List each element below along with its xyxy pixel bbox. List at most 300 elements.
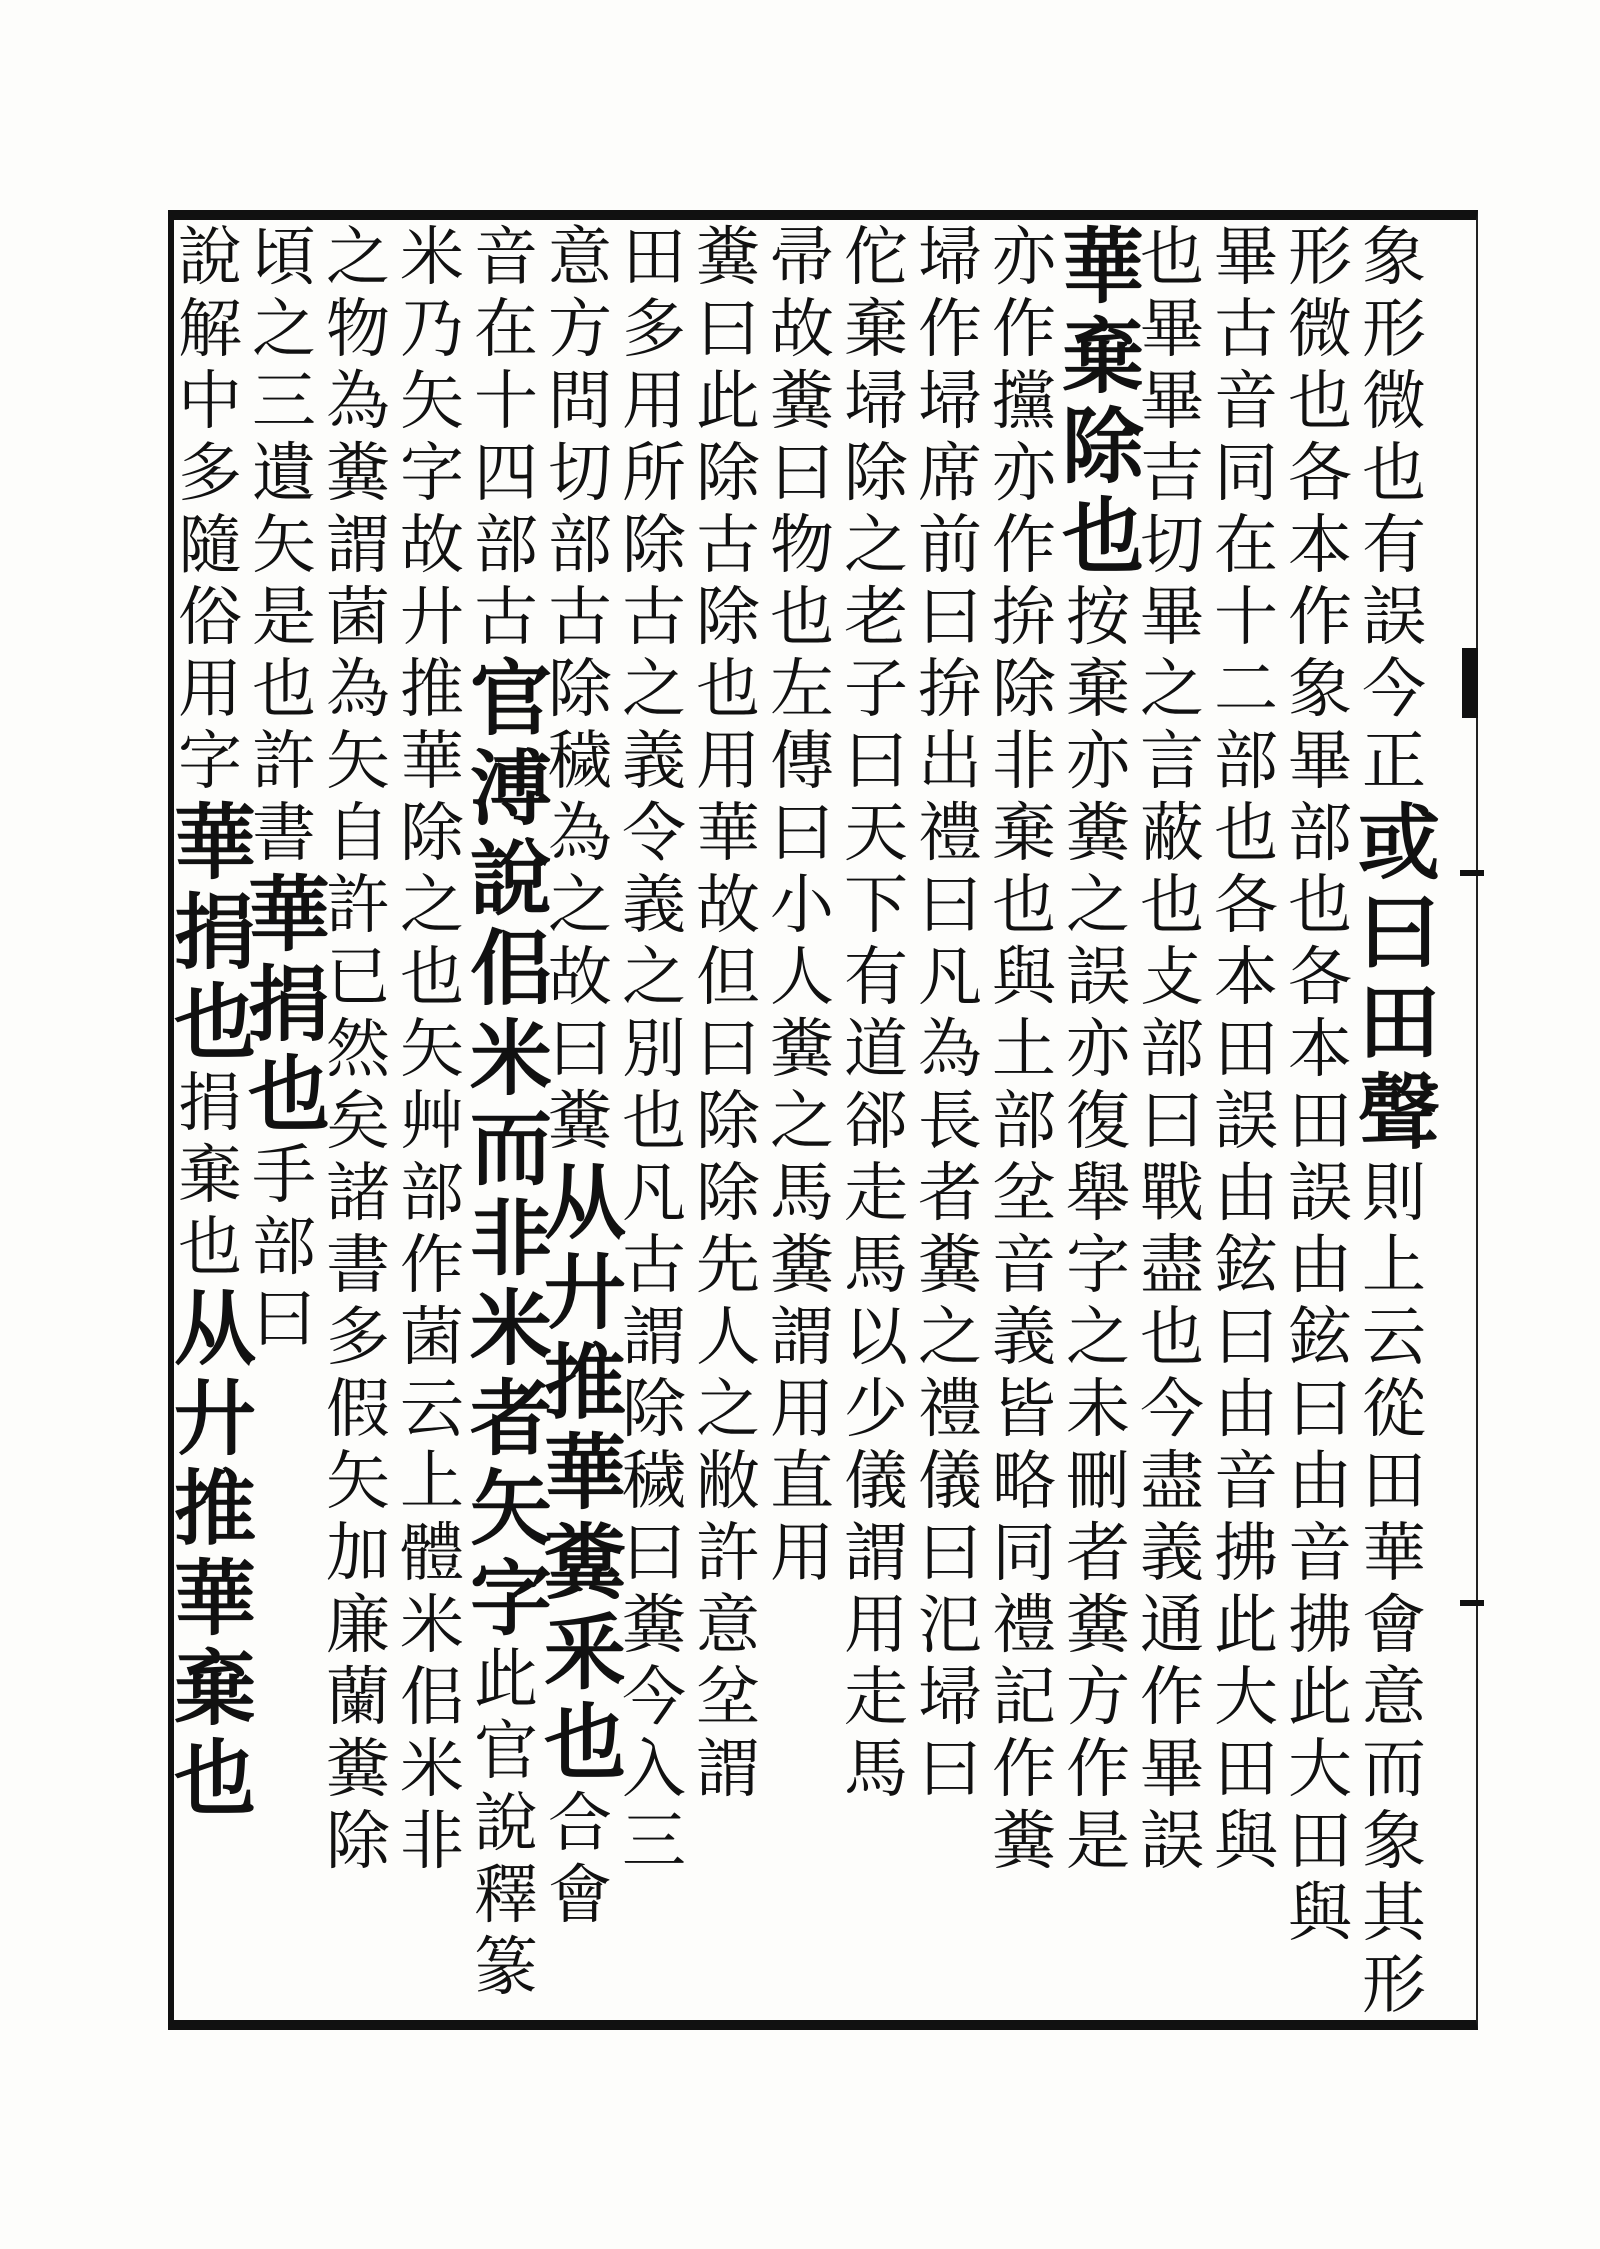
glyph: 非 <box>992 725 1056 799</box>
glyph: 糞 <box>326 437 390 511</box>
glyph: 此 <box>1214 1589 1278 1663</box>
text-column <box>322 222 394 2022</box>
glyph: 部 <box>252 1211 316 1285</box>
text-column <box>1210 222 1282 2022</box>
glyph: 也 <box>1140 869 1204 943</box>
glyph: 田 <box>1288 1085 1352 1159</box>
glyph: 之 <box>770 1085 834 1159</box>
glyph: 人 <box>770 941 834 1015</box>
text-column <box>914 222 986 2022</box>
glyph: 作 <box>992 509 1056 583</box>
glyph: 自 <box>326 797 390 871</box>
glyph: 通 <box>1140 1589 1204 1663</box>
glyph: 凡 <box>622 1157 686 1231</box>
glyph: 華 <box>400 725 464 799</box>
glyph: 正 <box>1362 725 1426 799</box>
text-column <box>692 222 764 2022</box>
glyph: 由 <box>1288 1445 1352 1519</box>
glyph: 官 <box>474 1715 538 1789</box>
glyph: 曰 <box>770 437 834 511</box>
glyph: 也 <box>622 1085 686 1159</box>
glyph: 糞 <box>696 221 760 295</box>
glyph: 古 <box>622 1229 686 1303</box>
glyph: 古 <box>1214 293 1278 367</box>
glyph: 馬 <box>770 1157 834 1231</box>
glyph: 假 <box>326 1373 390 1447</box>
glyph: 意 <box>696 1589 760 1663</box>
glyph: 義 <box>1140 1517 1204 1591</box>
glyph: 也 <box>1288 869 1352 943</box>
glyph: 也 <box>1062 489 1145 585</box>
glyph: 記 <box>992 1661 1056 1735</box>
glyph: 曰 <box>548 1013 612 1087</box>
glyph: 物 <box>770 509 834 583</box>
glyph: 解 <box>178 293 242 367</box>
glyph: 用 <box>770 1373 834 1447</box>
glyph: 蘭 <box>326 1661 390 1735</box>
main-text-segment <box>174 1281 257 1827</box>
glyph: 矣 <box>326 1085 390 1159</box>
glyph: 郤 <box>844 1085 908 1159</box>
glyph: 攴 <box>1140 941 1204 1015</box>
glyph: 與 <box>1288 1877 1352 1951</box>
commentary-text-segment <box>1358 222 1430 798</box>
glyph: 音 <box>1288 1517 1352 1591</box>
glyph: 此 <box>1288 1661 1352 1735</box>
glyph: 此 <box>696 365 760 439</box>
glyph: 棄 <box>992 797 1056 871</box>
glyph: 蔽 <box>1140 797 1204 871</box>
commentary-text-segment <box>988 222 1060 1878</box>
glyph: 埽 <box>844 365 908 439</box>
commentary-text-segment <box>1358 1158 1430 2022</box>
glyph: 坌 <box>696 1661 760 1735</box>
glyph: 禮 <box>918 1373 982 1447</box>
glyph: 作 <box>992 1733 1056 1807</box>
glyph: 糞 <box>326 1733 390 1807</box>
glyph: 盡 <box>1140 1445 1204 1519</box>
glyph: 華 <box>544 1425 627 1521</box>
glyph: 切 <box>548 437 612 511</box>
glyph: 云 <box>400 1373 464 1447</box>
glyph: 用 <box>844 1589 908 1663</box>
glyph: 大 <box>1288 1733 1352 1807</box>
glyph: 畢 <box>1140 1733 1204 1807</box>
glyph: 象 <box>1362 1805 1426 1879</box>
glyph: 非 <box>400 1805 464 1879</box>
glyph: 華 <box>174 795 257 891</box>
glyph: 誤 <box>1214 1085 1278 1159</box>
glyph: 畢 <box>1140 293 1204 367</box>
glyph: 穢 <box>622 1445 686 1519</box>
glyph: 今 <box>1362 653 1426 727</box>
glyph: 儀 <box>918 1445 982 1519</box>
commentary-text-segment <box>470 222 542 654</box>
glyph: 也 <box>992 869 1056 943</box>
main-text-segment <box>1358 795 1441 1161</box>
commentary-text-segment <box>1136 222 1208 1878</box>
glyph: 聲 <box>1358 1065 1441 1161</box>
glyph: 亦 <box>1066 1013 1130 1087</box>
glyph: 華 <box>1062 219 1145 315</box>
glyph: 畢 <box>1140 581 1204 655</box>
glyph: 微 <box>1362 365 1426 439</box>
glyph: 大 <box>1214 1661 1278 1735</box>
glyph: 刪 <box>1066 1445 1130 1519</box>
commentary-text-segment <box>248 222 320 870</box>
glyph: 形 <box>1288 221 1352 295</box>
glyph: 埽 <box>918 221 982 295</box>
glyph: 乃 <box>400 293 464 367</box>
glyph: 但 <box>696 941 760 1015</box>
glyph: 形 <box>1362 1949 1426 2023</box>
glyph: 之 <box>548 869 612 943</box>
glyph: 畢 <box>1140 365 1204 439</box>
glyph: 米 <box>400 1589 464 1663</box>
commentary-text-segment <box>1284 222 1356 798</box>
glyph: 鉉 <box>1288 1301 1352 1375</box>
glyph: 曰 <box>1358 885 1441 981</box>
glyph: 廾 <box>174 1371 257 1467</box>
glyph: 矢 <box>252 509 316 583</box>
glyph: 或 <box>1358 795 1441 891</box>
commentary-text-segment <box>1062 582 1134 1878</box>
glyph: 已 <box>326 941 390 1015</box>
glyph: 也 <box>544 1695 627 1791</box>
glyph: 四 <box>474 437 538 511</box>
glyph: 鉉 <box>1214 1229 1278 1303</box>
commentary-text-segment <box>1210 222 1282 1878</box>
glyph: 也 <box>1140 221 1204 295</box>
glyph: 亦 <box>1066 725 1130 799</box>
glyph: 畢 <box>1214 221 1278 295</box>
glyph: 之 <box>918 1301 982 1375</box>
glyph: 曰 <box>622 1517 686 1591</box>
glyph: 敝 <box>696 1445 760 1519</box>
glyph: 義 <box>622 725 686 799</box>
glyph: 也 <box>1140 1301 1204 1375</box>
glyph: 道 <box>844 1013 908 1087</box>
glyph: 頃 <box>252 221 316 295</box>
glyph: 會 <box>1362 1589 1426 1663</box>
glyph: 前 <box>918 509 982 583</box>
glyph: 者 <box>1066 1517 1130 1591</box>
glyph: 意 <box>1362 1661 1426 1735</box>
glyph: 推 <box>544 1335 627 1431</box>
glyph: 也 <box>770 581 834 655</box>
glyph: 溥 <box>470 741 553 837</box>
glyph: 菌 <box>400 1301 464 1375</box>
glyph: 也 <box>1288 365 1352 439</box>
glyph: 除 <box>1062 399 1145 495</box>
glyph: 除 <box>844 437 908 511</box>
glyph: 長 <box>918 1085 982 1159</box>
glyph: 上 <box>1362 1229 1426 1303</box>
glyph: 除 <box>622 509 686 583</box>
glyph: 釋 <box>474 1859 538 1933</box>
commentary-text-segment <box>544 1788 616 1932</box>
glyph: 華 <box>174 1551 257 1647</box>
glyph: 本 <box>1288 1013 1352 1087</box>
text-column <box>248 221 331 2022</box>
main-text-segment <box>1062 219 1145 585</box>
glyph: 米 <box>400 221 464 295</box>
glyph: 糞 <box>548 1085 612 1159</box>
glyph: 多 <box>326 1301 390 1375</box>
glyph: 而 <box>470 1101 553 1197</box>
glyph: 在 <box>474 293 538 367</box>
glyph: 亦 <box>992 437 1056 511</box>
text-column <box>1062 219 1145 2022</box>
glyph: 有 <box>1362 509 1426 583</box>
glyph: 字 <box>400 437 464 511</box>
glyph: 也 <box>174 1731 257 1827</box>
glyph: 部 <box>474 509 538 583</box>
commentary-text-segment <box>544 222 616 1158</box>
glyph: 華 <box>1362 1517 1426 1591</box>
glyph: 略 <box>992 1445 1056 1519</box>
glyph: 手 <box>252 1139 316 1213</box>
text-column <box>988 222 1060 2022</box>
glyph: 之 <box>1066 869 1130 943</box>
glyph: 也 <box>178 1211 242 1285</box>
glyph: 會 <box>548 1859 612 1933</box>
glyph: 从 <box>174 1281 257 1377</box>
glyph: 天 <box>844 797 908 871</box>
text-column <box>1358 221 1441 2023</box>
glyph: 象 <box>1362 221 1426 295</box>
glyph: 之 <box>622 941 686 1015</box>
margin-tick-mark <box>1460 870 1484 876</box>
glyph: 音 <box>474 221 538 295</box>
glyph: 皆 <box>992 1373 1056 1447</box>
glyph: 禮 <box>992 1589 1056 1663</box>
text-column <box>766 222 838 2022</box>
glyph: 拂 <box>1214 1517 1278 1591</box>
glyph: 十 <box>1214 581 1278 655</box>
glyph: 釆 <box>544 1605 627 1701</box>
glyph: 除 <box>696 437 760 511</box>
glyph: 與 <box>1214 1805 1278 1879</box>
glyph: 人 <box>696 1301 760 1375</box>
glyph: 形 <box>1362 293 1426 367</box>
glyph: 多 <box>178 437 242 511</box>
glyph: 禮 <box>918 797 982 871</box>
glyph: 米 <box>470 1281 553 1377</box>
glyph: 曰 <box>252 1283 316 1357</box>
glyph: 用 <box>696 725 760 799</box>
glyph: 除 <box>548 653 612 727</box>
glyph: 之 <box>326 221 390 295</box>
glyph: 然 <box>326 1013 390 1087</box>
glyph: 部 <box>548 509 612 583</box>
glyph: 之 <box>696 1373 760 1447</box>
glyph: 艸 <box>400 1085 464 1159</box>
glyph: 棄 <box>178 1139 242 1213</box>
glyph: 入 <box>622 1733 686 1807</box>
glyph: 切 <box>1140 509 1204 583</box>
glyph: 捐 <box>248 957 331 1053</box>
glyph: 別 <box>622 1013 686 1087</box>
glyph: 走 <box>844 1157 908 1231</box>
glyph: 是 <box>252 581 316 655</box>
glyph: 少 <box>844 1373 908 1447</box>
glyph: 走 <box>844 1661 908 1735</box>
glyph: 令 <box>622 797 686 871</box>
glyph: 田 <box>1214 1013 1278 1087</box>
glyph: 象 <box>1288 653 1352 727</box>
glyph: 推 <box>400 653 464 727</box>
glyph: 除 <box>696 581 760 655</box>
glyph: 在 <box>1214 509 1278 583</box>
glyph: 坌 <box>992 1157 1056 1231</box>
glyph: 糞 <box>918 1229 982 1303</box>
main-text-segment <box>470 651 553 1647</box>
glyph: 老 <box>844 581 908 655</box>
glyph: 由 <box>1288 1229 1352 1303</box>
glyph: 物 <box>326 293 390 367</box>
glyph: 曰 <box>770 797 834 871</box>
text-column <box>1136 222 1208 2022</box>
glyph: 盡 <box>1140 1229 1204 1303</box>
text-column <box>1284 222 1356 2022</box>
glyph: 許 <box>696 1517 760 1591</box>
glyph: 上 <box>400 1445 464 1519</box>
glyph: 加 <box>326 1517 390 1591</box>
glyph: 有 <box>844 941 908 1015</box>
glyph: 也 <box>1362 437 1426 511</box>
glyph: 故 <box>548 941 612 1015</box>
glyph: 古 <box>622 581 686 655</box>
glyph: 為 <box>918 1013 982 1087</box>
glyph: 曰 <box>1288 1373 1352 1447</box>
glyph: 華 <box>248 867 331 963</box>
glyph: 所 <box>622 437 686 511</box>
glyph: 傳 <box>770 725 834 799</box>
glyph: 音 <box>992 1229 1056 1303</box>
glyph: 之 <box>844 509 908 583</box>
glyph: 今 <box>622 1661 686 1735</box>
glyph: 俗 <box>178 581 242 655</box>
glyph: 謂 <box>326 509 390 583</box>
commentary-text-segment <box>174 1068 246 1284</box>
glyph: 佀 <box>400 1661 464 1735</box>
glyph: 言 <box>1140 725 1204 799</box>
glyph: 之 <box>252 293 316 367</box>
glyph: 謂 <box>844 1517 908 1591</box>
glyph: 作 <box>400 1229 464 1303</box>
glyph: 而 <box>1362 1733 1426 1807</box>
glyph: 除 <box>326 1805 390 1879</box>
glyph: 除 <box>622 1373 686 1447</box>
glyph: 作 <box>992 293 1056 367</box>
glyph: 古 <box>696 509 760 583</box>
text-column <box>618 222 690 2022</box>
glyph: 吉 <box>1140 437 1204 511</box>
glyph: 許 <box>252 725 316 799</box>
glyph: 故 <box>770 293 834 367</box>
glyph: 各 <box>1214 869 1278 943</box>
glyph: 今 <box>1140 1373 1204 1447</box>
glyph: 為 <box>548 797 612 871</box>
glyph: 之 <box>400 869 464 943</box>
glyph: 帚 <box>770 221 834 295</box>
glyph: 各 <box>1288 437 1352 511</box>
glyph: 佀 <box>470 921 553 1017</box>
commentary-text-segment <box>174 222 246 798</box>
glyph: 儀 <box>844 1445 908 1519</box>
glyph: 書 <box>252 797 316 871</box>
glyph: 棄 <box>1066 653 1130 727</box>
glyph: 其 <box>1362 1877 1426 1951</box>
glyph: 廉 <box>326 1589 390 1663</box>
glyph: 同 <box>1214 437 1278 511</box>
glyph: 田 <box>1358 975 1441 1071</box>
glyph: 古 <box>548 581 612 655</box>
glyph: 音 <box>1214 1445 1278 1519</box>
glyph: 多 <box>622 293 686 367</box>
glyph: 棄 <box>844 293 908 367</box>
glyph: 誤 <box>1066 941 1130 1015</box>
glyph: 也 <box>174 975 257 1071</box>
glyph: 糞 <box>770 1229 834 1303</box>
commentary-text-segment <box>840 222 912 1806</box>
glyph: 席 <box>918 437 982 511</box>
glyph: 糞 <box>770 1013 834 1087</box>
glyph: 復 <box>1066 1085 1130 1159</box>
glyph: 非 <box>470 1191 553 1287</box>
glyph: 云 <box>1362 1301 1426 1375</box>
commentary-text-segment <box>766 222 838 1590</box>
glyph: 曰 <box>1214 1301 1278 1375</box>
glyph: 除 <box>400 797 464 871</box>
glyph: 凡 <box>918 941 982 1015</box>
glyph: 除 <box>696 1085 760 1159</box>
glyph: 部 <box>1140 1013 1204 1087</box>
glyph: 中 <box>178 365 242 439</box>
glyph: 許 <box>326 869 390 943</box>
glyph: 作 <box>1140 1661 1204 1735</box>
glyph: 謂 <box>696 1733 760 1807</box>
glyph: 子 <box>844 653 908 727</box>
glyph: 糞 <box>1066 1589 1130 1663</box>
glyph: 方 <box>548 293 612 367</box>
glyph: 之 <box>622 653 686 727</box>
glyph: 部 <box>400 1157 464 1231</box>
glyph: 亦 <box>992 221 1056 295</box>
glyph: 穢 <box>548 725 612 799</box>
glyph: 用 <box>622 365 686 439</box>
glyph: 誤 <box>1288 1157 1352 1231</box>
glyph: 故 <box>696 869 760 943</box>
glyph: 則 <box>1362 1157 1426 1231</box>
glyph: 體 <box>400 1517 464 1591</box>
glyph: 也 <box>1214 797 1278 871</box>
glyph: 馬 <box>844 1229 908 1303</box>
glyph: 田 <box>622 221 686 295</box>
glyph: 字 <box>470 1551 553 1647</box>
edge-tab-mark <box>1462 648 1478 718</box>
glyph: 為 <box>326 653 390 727</box>
margin-tick-mark <box>1460 1600 1484 1606</box>
glyph: 三 <box>252 365 316 439</box>
glyph: 埽 <box>918 1661 982 1735</box>
glyph: 田 <box>1288 1805 1352 1879</box>
glyph: 以 <box>844 1301 908 1375</box>
glyph: 曰 <box>918 581 982 655</box>
glyph: 問 <box>548 365 612 439</box>
glyph: 之 <box>1066 1301 1130 1375</box>
